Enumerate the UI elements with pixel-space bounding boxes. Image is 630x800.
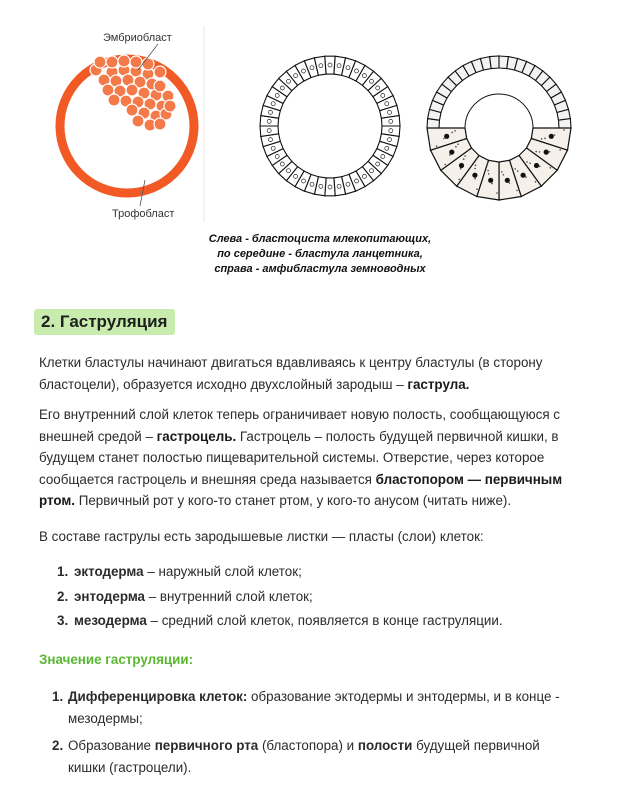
yolk-granule: [463, 158, 465, 160]
yolk-granule: [449, 154, 451, 156]
yolk-granule: [544, 138, 546, 140]
sig-desc: образование эктодермы и энтодермы, и в конце - мезодермы;: [68, 689, 560, 726]
embryoblast-cell: [94, 56, 106, 68]
embryoblast-cell: [108, 94, 120, 106]
cell-nucleus: [534, 163, 539, 168]
layer-term: энтодерма: [74, 588, 145, 604]
significance-list: [52, 686, 572, 778]
yolk-granule: [491, 183, 493, 185]
yolk-granule: [503, 174, 505, 176]
amphibian-blastula-diagram: [425, 50, 590, 200]
text: Гастроцель – полость будущей первичной кишки, в будущем станет полостью пищеварительной системы. Отверстие, через которое сообщается гастроцель и внешняя среда называется: [39, 428, 559, 487]
text: (бластопора) и: [258, 738, 358, 753]
list-number: 1.: [52, 689, 64, 704]
cell-nucleus: [444, 134, 449, 139]
yolk-granule: [536, 127, 538, 129]
lancelet-blastula-diagram: [248, 50, 418, 200]
list-item: [57, 586, 602, 608]
term-primary-mouth: первичного рта: [154, 738, 259, 753]
yolk-granule: [496, 192, 498, 194]
paragraph-blastula-movement: [39, 352, 599, 395]
yolk-granule: [535, 181, 537, 183]
yolk-granule: [487, 163, 489, 165]
yolk-granule: [460, 168, 462, 170]
yolk-granule: [554, 134, 556, 136]
cell-nucleus: [472, 173, 477, 178]
term-gastrula: гаструла.: [407, 376, 470, 392]
text: Клетки бластулы начинают двигаться вдавливаясь к центру бластулы (в сторону бластоцели), образуется исходно двухслойный зародыш –: [39, 355, 543, 392]
yolk-granule: [539, 166, 541, 168]
cell-nucleus: [449, 150, 454, 155]
yolk-granule: [457, 143, 459, 145]
embryoblast-cell: [126, 84, 138, 96]
yolk-granule: [455, 146, 457, 148]
label-embryoblast: Эмбриобласт: [103, 32, 172, 44]
yolk-granule: [549, 151, 551, 153]
embryoblast-cell: [142, 58, 154, 70]
yolk-granule: [474, 168, 476, 170]
embryoblast-cell: [130, 56, 142, 68]
layer-term: эктодерма: [74, 564, 144, 579]
term-blastopore: бластопором: [375, 471, 464, 487]
yolk-granule: [550, 167, 552, 169]
yolk-granule: [541, 138, 543, 140]
cell: [559, 119, 572, 128]
yolk-granule: [534, 139, 536, 141]
caption-line: Слева - бластоциста млекопитающих,: [208, 233, 432, 245]
text: будущей первичной кишки (гастроцели).: [68, 738, 540, 775]
yolk-granule: [443, 138, 445, 140]
yolk-granule: [517, 170, 519, 172]
yolk-granule: [539, 151, 541, 153]
list-number: 3.: [57, 613, 69, 628]
yolk-granule: [525, 176, 527, 178]
yolk-granule: [487, 170, 489, 172]
yolk-granule: [529, 163, 531, 165]
yolk-granule: [509, 182, 511, 184]
cell-nucleus: [549, 134, 554, 139]
list-item: [52, 686, 572, 729]
yolk-granule: [454, 130, 456, 132]
yolk-granule: [475, 164, 477, 166]
blastocyst-diagram: [60, 26, 204, 222]
yolk-granule: [444, 164, 446, 166]
paragraph-germ-layers: В составе гаструлы есть зародышевые листки — пласты (слои) клеток:: [39, 529, 484, 544]
yolk-granule: [535, 151, 537, 153]
yolk-granule: [488, 173, 490, 175]
layer-desc: – наружный слой клеток;: [143, 564, 302, 579]
embryoblast-cell: [154, 118, 166, 130]
yolk-granule: [462, 139, 464, 141]
yolk-granule: [521, 158, 523, 160]
caption-line: справа - амфибластула земноводных: [214, 263, 426, 275]
text: Первичный рот у кого-то станет ртом, у кого-то анусом (читать ниже).: [75, 493, 512, 508]
yolk-granule: [476, 188, 478, 190]
figure-blastula-types: [0, 0, 630, 290]
yolk-granule: [436, 145, 438, 147]
list-number: 2.: [52, 738, 64, 753]
cell-nucleus: [521, 173, 526, 178]
layer-term: мезодерма: [74, 613, 147, 628]
embryoblast-cell: [154, 80, 166, 92]
layer-desc: – средний слой клеток, появляется в конце гаструляции.: [146, 613, 503, 628]
term-primary-mouth: первичным ртом.: [39, 471, 563, 508]
significance-title: Значение гаструляции:: [39, 652, 194, 667]
cell-nucleus: [459, 163, 464, 168]
yolk-granule: [563, 129, 565, 131]
yolk-granule: [458, 179, 460, 181]
cell-nucleus: [488, 178, 493, 183]
embryoblast-cell: [106, 56, 118, 68]
label-trophoblast: Трофобласт: [112, 208, 175, 220]
cell-nucleus: [505, 178, 510, 183]
embryoblast-cell: [132, 115, 144, 127]
list-item: [57, 561, 602, 583]
embryoblast-mass: [90, 55, 176, 131]
caption-line: по середине - бластула ланцетника,: [217, 248, 423, 260]
yolk-granule: [501, 171, 503, 173]
cell: [490, 56, 499, 69]
yolk-granule: [559, 149, 561, 151]
sig-term: Дифференцировка клеток:: [68, 689, 248, 704]
layer-desc: – внутренний слой клеток;: [145, 588, 313, 604]
embryoblast-cell: [154, 66, 166, 78]
list-item: [57, 610, 602, 632]
yolk-granule: [529, 150, 531, 152]
yolk-granule: [510, 163, 512, 165]
figure-caption: [160, 232, 480, 277]
yolk-granule: [498, 165, 500, 167]
list-number: 1.: [57, 564, 69, 579]
cell-nucleus: [544, 150, 549, 155]
yolk-granule: [451, 132, 453, 134]
yolk-granule: [468, 150, 470, 152]
yolk-granule: [474, 178, 476, 180]
germ-layers-list: [57, 561, 602, 635]
yolk-granule: [464, 155, 466, 157]
text: Образование: [68, 738, 155, 753]
term-gastrocoel: гастроцель.: [156, 428, 237, 444]
list-item: [52, 735, 572, 778]
term-dash: —: [463, 471, 485, 487]
embryoblast-cell: [118, 55, 130, 67]
embryoblast-cell: [126, 104, 138, 116]
yolk-granule: [526, 161, 528, 163]
list-number: 2.: [57, 588, 69, 604]
text: Его внутренний слой клеток теперь ограничивает новую полость, сообщающуюся с внешней средой –: [39, 407, 560, 444]
section-heading: 2. Гаструляция: [34, 309, 175, 335]
yolk-granule: [476, 158, 478, 160]
paragraph-gastrocoel: [39, 404, 599, 512]
yolk-granule: [516, 190, 518, 192]
embryoblast-cell: [164, 100, 176, 112]
term-cavity: полости: [357, 738, 413, 753]
yolk-granule: [514, 168, 516, 170]
